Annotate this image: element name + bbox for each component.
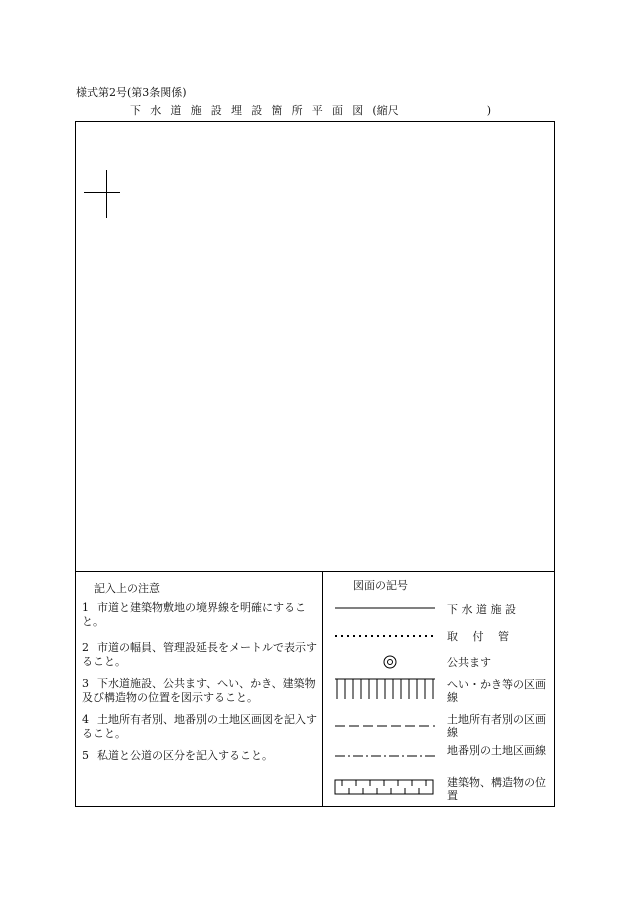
crosshair-horizontal	[84, 192, 120, 193]
legend-label: 取 付 管	[447, 630, 509, 643]
legend-label: へい・かき等の区画線	[447, 678, 546, 704]
note-text: 下水道施設、公共ます、へい、かき、建築物及び構造物の位置を図示すること。	[82, 677, 316, 704]
north-crosshair-icon	[84, 170, 124, 220]
dash-dot-line-symbol-icon	[333, 750, 437, 762]
building-line-symbol-icon	[333, 777, 437, 797]
note-text: 市道の幅員、管理設延長をメートルで表示すること。	[82, 641, 317, 668]
legend-label: 建築物、構造物の位置	[447, 776, 546, 802]
legend-label: 地番別の土地区画線	[447, 744, 546, 757]
note-text: 市道と建築物敷地の境界線を明確にすること。	[82, 601, 306, 628]
note-number: 2	[82, 641, 89, 654]
plan-drawing-area[interactable]	[76, 122, 554, 572]
double-circle-symbol-icon	[333, 654, 437, 670]
scale-label: (縮尺	[372, 104, 399, 117]
form-frame	[75, 121, 555, 807]
note-text: 土地所有者別、地番別の土地区画図を記入すること。	[82, 713, 317, 740]
note-number: 4	[82, 713, 89, 726]
note-item	[82, 641, 318, 669]
form-code: 様式第2号(第3条関係)	[76, 86, 187, 99]
note-number: 5	[82, 749, 89, 762]
legend-label: 下 水 道 施 設	[447, 603, 516, 616]
note-number: 1	[82, 601, 89, 614]
hatched-line-symbol-icon	[333, 675, 437, 703]
legend-section	[323, 572, 554, 806]
crosshair-vertical	[106, 170, 107, 218]
note-item	[82, 677, 318, 705]
note-item	[82, 749, 318, 763]
legend-heading: 図面の記号	[353, 579, 408, 592]
long-dash-line-symbol-icon	[333, 720, 437, 732]
legend-label: 土地所有者別の区画線	[447, 713, 546, 739]
dotted-line-symbol-icon	[333, 630, 437, 642]
scale-close: )	[486, 104, 491, 117]
note-item	[82, 601, 318, 629]
title-text: 下水道施設埋設箇所平面図	[130, 104, 373, 117]
solid-line-symbol-icon	[333, 602, 437, 614]
note-number: 3	[82, 677, 89, 690]
document-title	[130, 102, 491, 118]
notes-section	[76, 572, 323, 806]
notes-heading: 記入上の注意	[94, 582, 160, 595]
legend-label: 公共ます	[447, 656, 491, 669]
note-item	[82, 713, 318, 741]
note-text: 私道と公道の区分を記入すること。	[97, 749, 273, 762]
